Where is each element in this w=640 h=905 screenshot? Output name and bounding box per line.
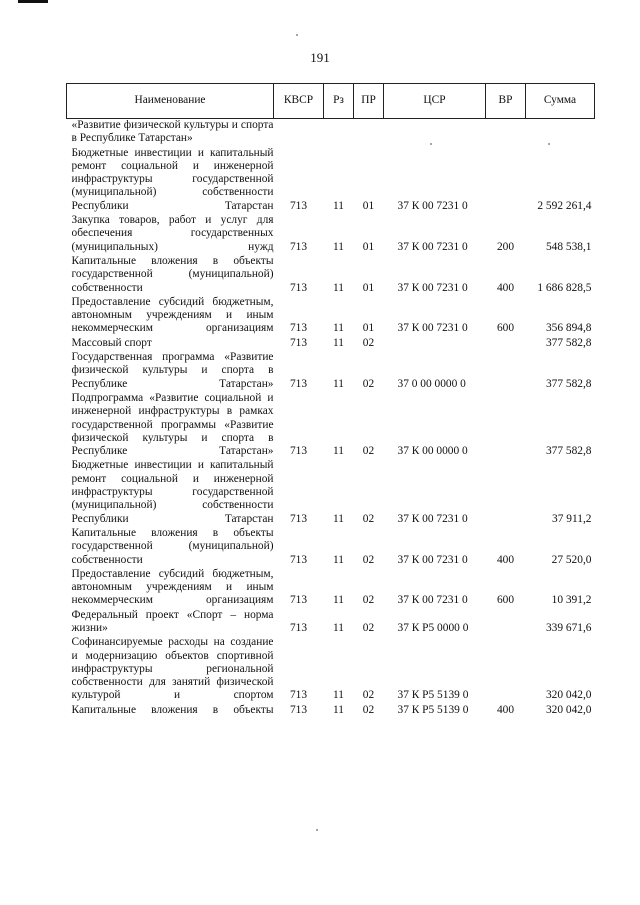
cell-rz: 11 <box>333 703 344 716</box>
cell-rz: 11 <box>333 336 344 349</box>
cell-vr: 400 <box>496 553 515 566</box>
cell-vr <box>486 351 526 392</box>
header-kvsr: КВСР <box>274 84 324 119</box>
cell-vr: 600 <box>496 594 515 607</box>
cell-rz: 11 <box>333 594 344 607</box>
cell-vr <box>486 119 526 147</box>
cell-rz: 11 <box>333 445 344 458</box>
cell-pr <box>354 119 384 147</box>
cell-pr: 01 <box>362 322 375 335</box>
scan-speck <box>316 829 318 831</box>
cell-sum: 377 582,8 <box>545 336 592 349</box>
cell-name: Бюджетные инвестиции и капитальный ремонт социальной и инженерной инфраструктуры государственной (муниципальной) собственности Республики Татарстан <box>71 459 274 525</box>
cell-sum <box>526 119 595 147</box>
table-row <box>67 527 595 568</box>
table-row <box>67 147 595 214</box>
cell-rz: 11 <box>333 199 344 212</box>
cell-sum: 339 671,6 <box>545 621 592 634</box>
cell-pr: 02 <box>362 445 375 458</box>
cell-pr: 02 <box>362 689 375 702</box>
table-row <box>67 296 595 337</box>
cell-name: Массовый спорт <box>71 336 152 349</box>
cell-sum: 37 911,2 <box>552 512 592 525</box>
cell-name: Капитальные вложения в объекты государственной (муниципальной) собственности <box>71 254 274 294</box>
cell-csr: 37 К 00 0000 0 <box>397 445 468 458</box>
cell-pr: 02 <box>362 621 375 634</box>
cell-pr: 02 <box>362 594 375 607</box>
cell-rz: 11 <box>333 281 344 294</box>
cell-vr <box>486 392 526 459</box>
cell-name: Капитальные вложения в объекты государственной (муниципальной) собственности <box>71 526 274 566</box>
cell-rz: 11 <box>333 322 344 335</box>
cell-kvsr: 713 <box>289 553 308 566</box>
table-row <box>67 459 595 526</box>
cell-csr: 37 К 00 7231 0 <box>397 322 468 335</box>
cell-csr: 37 0 00 0000 0 <box>397 377 466 390</box>
cell-rz: 11 <box>333 377 344 390</box>
cell-sum: 548 538,1 <box>545 240 592 253</box>
cell-pr: 02 <box>362 377 375 390</box>
header-csr: ЦСР <box>384 84 486 119</box>
cell-csr: 37 К Р5 0000 0 <box>397 621 469 634</box>
cell-pr: 02 <box>362 703 375 716</box>
cell-name: Закупка товаров, работ и услуг для обеспечения государственных (муниципальных) нужд <box>71 214 274 253</box>
cell-csr: 37 К Р5 5139 0 <box>397 703 469 716</box>
cell-pr: 01 <box>362 281 375 294</box>
cell-sum: 320 042,0 <box>545 689 592 702</box>
cell-vr: 400 <box>496 703 515 716</box>
corner-mark <box>18 0 48 3</box>
cell-kvsr: 713 <box>289 240 308 253</box>
cell-name: Капитальные вложения в объекты <box>71 703 274 716</box>
cell-name: Федеральный проект «Спорт – норма жизни» <box>71 608 274 634</box>
cell-sum: 377 582,8 <box>545 377 592 390</box>
cell-csr: 37 К 00 7231 0 <box>397 553 468 566</box>
header-vr: ВР <box>486 84 526 119</box>
table-row <box>67 568 595 609</box>
cell-rz <box>324 119 354 147</box>
table-header-row <box>67 84 595 119</box>
cell-kvsr: 713 <box>289 445 308 458</box>
scan-speck <box>430 143 432 145</box>
cell-rz: 11 <box>333 512 344 525</box>
cell-kvsr: 713 <box>289 621 308 634</box>
cell-vr <box>486 337 526 351</box>
cell-sum: 10 391,2 <box>551 594 592 607</box>
cell-vr <box>486 609 526 637</box>
cell-kvsr: 713 <box>289 512 308 525</box>
cell-sum: 27 520,0 <box>551 553 592 566</box>
header-name: Наименование <box>67 84 274 119</box>
table-row <box>67 636 595 703</box>
cell-vr: 400 <box>496 281 515 294</box>
budget-table <box>66 83 595 718</box>
cell-sum: 1 686 828,5 <box>537 281 592 294</box>
cell-csr: 37 К 00 7231 0 <box>397 594 468 607</box>
cell-sum: 320 042,0 <box>545 703 592 716</box>
cell-name: Бюджетные инвестиции и капитальный ремонт социальной и инженерной инфраструктуры государственной (муниципальной) собственности Республики Татарстан <box>71 146 274 212</box>
scan-speck <box>548 143 550 145</box>
cell-rz: 11 <box>333 621 344 634</box>
cell-vr: 200 <box>496 240 515 253</box>
cell-csr: 37 К Р5 5139 0 <box>397 689 469 702</box>
cell-rz: 11 <box>333 240 344 253</box>
table-row <box>67 392 595 459</box>
cell-kvsr: 713 <box>289 703 308 716</box>
table-row <box>67 337 595 351</box>
cell-vr <box>486 459 526 526</box>
cell-sum: 356 894,8 <box>545 322 592 335</box>
cell-kvsr: 713 <box>289 281 308 294</box>
cell-rz: 11 <box>333 553 344 566</box>
cell-csr: 37 К 00 7231 0 <box>397 281 468 294</box>
cell-pr: 02 <box>362 553 375 566</box>
cell-pr: 02 <box>362 512 375 525</box>
cell-csr: 37 К 00 7231 0 <box>397 512 468 525</box>
cell-vr: 600 <box>496 322 515 335</box>
table-row <box>67 119 595 147</box>
cell-name: Софинансируемые расходы на создание и модернизацию объектов спортивной инфраструктуры региональной собственности для занятий физической культурой и спортом <box>71 636 274 702</box>
cell-name: «Развитие физической культуры и спорта в Республике Татарстан» <box>71 119 274 145</box>
cell-kvsr: 713 <box>289 322 308 335</box>
cell-sum: 377 582,8 <box>545 445 592 458</box>
cell-name: Государственная программа «Развитие физической культуры и спорта в Республике Татарстан» <box>71 351 274 390</box>
header-rz: Рз <box>324 84 354 119</box>
cell-vr <box>486 636 526 703</box>
table-row <box>67 351 595 392</box>
cell-kvsr: 713 <box>289 199 308 212</box>
cell-kvsr: 713 <box>289 336 308 349</box>
page-number: 191 <box>310 50 330 65</box>
header-pr: ПР <box>354 84 384 119</box>
cell-pr: 02 <box>362 336 375 349</box>
cell-pr: 01 <box>362 240 375 253</box>
cell-csr: 37 К 00 7231 0 <box>397 240 468 253</box>
cell-csr <box>384 337 486 351</box>
cell-name: Подпрограмма «Развитие социальной и инженерной инфраструктуры в рамках государственной программы «Развитие физической культуры и спорта в Республике Татарстан» <box>71 391 274 458</box>
cell-name: Предоставление субсидий бюджетным, автономным учреждениям и иным некоммерческим организациям <box>71 567 274 607</box>
table-row <box>67 255 595 296</box>
cell-csr: 37 К 00 7231 0 <box>397 199 468 212</box>
cell-name: Предоставление субсидий бюджетным, автономным учреждениям и иным некоммерческим организациям <box>71 295 274 335</box>
cell-kvsr: 713 <box>289 594 308 607</box>
cell-pr: 01 <box>362 199 375 212</box>
table-row <box>67 214 595 255</box>
cell-csr <box>384 119 486 147</box>
cell-kvsr: 713 <box>289 377 308 390</box>
header-sum: Сумма <box>526 84 595 119</box>
cell-kvsr: 713 <box>289 689 308 702</box>
cell-sum: 2 592 261,4 <box>537 199 592 212</box>
table-row <box>67 609 595 637</box>
cell-kvsr <box>274 119 324 147</box>
table-row <box>67 704 595 718</box>
cell-vr <box>486 147 526 214</box>
scan-speck <box>296 34 298 36</box>
cell-rz: 11 <box>333 689 344 702</box>
